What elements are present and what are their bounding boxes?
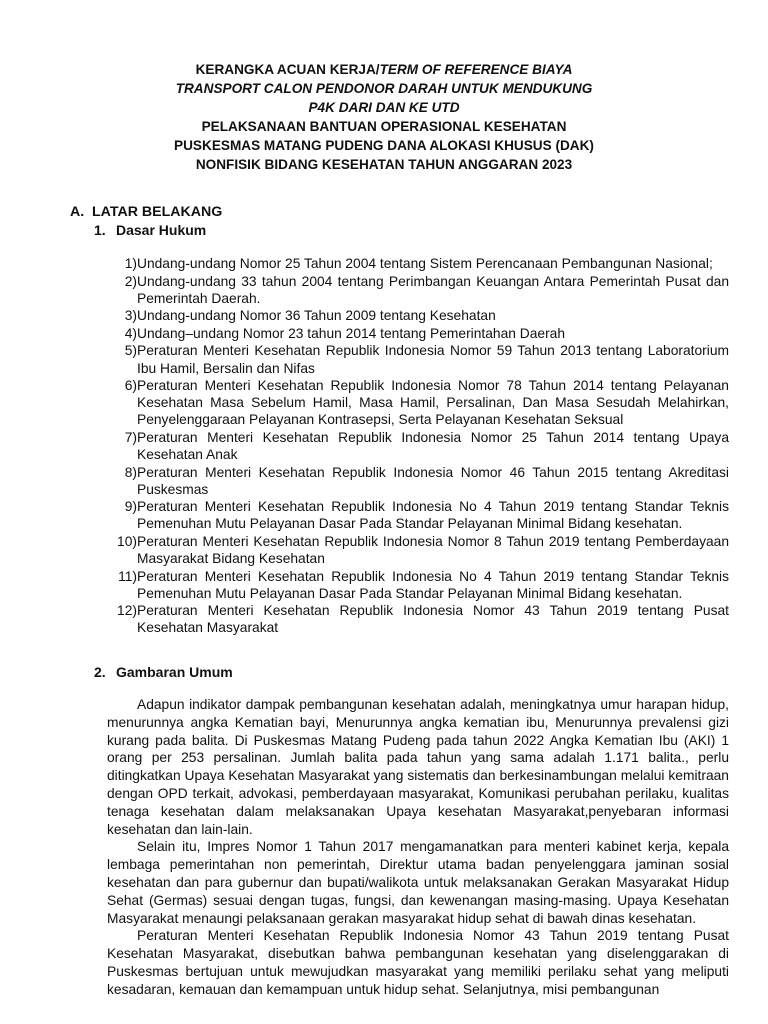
law-item-number: 7) xyxy=(124,429,137,445)
body-paragraph: Selain itu, Impres Nomor 1 Tahun 2017 mengamanatkan para menteri kabinet kerja, kepala lembaga pemerintahan non pemerintah, Direktur utama badan penyelenggara jaminan sosial kesehatan dan para gubernur dan bupati/walikota untuk melaksanakan Gerakan Masyarakat Hidup Sehat (Germas) sesuai dengan tugas, fungsi, dan kewenangan masing-masing. Upaya Kesehatan Masyarakat menaungi pelaksanaan gerakan masyarakat hidup sehat di bawah dinas kesehatan. xyxy=(107,839,729,926)
law-item-number: 9) xyxy=(124,499,137,515)
law-item-text: Undang–undang Nomor 23 tahun 2014 tentang Pemerintahan Daerah xyxy=(137,325,566,341)
document-title xyxy=(0,60,768,174)
law-item-text: Peraturan Menteri Kesehatan Republik Indonesia Nomor 43 Tahun 2019 tentang Pusat Kesehatan Masyarakat xyxy=(137,603,729,636)
law-item xyxy=(107,464,729,498)
section-a-label: A. xyxy=(70,204,85,220)
law-item-text: Undang-undang Nomor 36 Tahun 2009 tentang Kesehatan xyxy=(137,308,496,324)
law-item-text: Peraturan Menteri Kesehatan Republik Indonesia No 4 Tahun 2019 tentang Standar Teknis Pemenuhan Mutu Pelayanan Dasar Pada Standar Pelayanan Minimal Bidang kesehatan. xyxy=(137,499,729,532)
title-line-5: PUSKESMAS MATANG PUDENG DANA ALOKASI KHUSUS (DAK) xyxy=(174,138,594,153)
general-overview-body xyxy=(107,696,729,999)
law-item-number: 2) xyxy=(124,273,137,289)
title-line-4: PELAKSANAAN BANTUAN OPERASIONAL KESEHATAN xyxy=(201,119,567,134)
law-item xyxy=(107,325,729,342)
law-item-number: 3) xyxy=(124,308,137,324)
title-line-1-prefix: KERANGKA ACUAN KERJA/ xyxy=(195,62,380,77)
subsection-2-label: 2. xyxy=(94,664,106,680)
legal-basis-list xyxy=(107,255,729,637)
law-item-text: Peraturan Menteri Kesehatan Republik Indonesia Nomor 46 Tahun 2015 tentang Akreditasi Puskesmas xyxy=(137,464,729,497)
title-line-2: TRANSPORT CALON PENDONOR DARAH UNTUK MENDUKUNG xyxy=(175,81,593,96)
law-item-text: Peraturan Menteri Kesehatan Republik Indonesia Nomor 25 Tahun 2014 tentang Upaya Kesehatan Anak xyxy=(137,429,729,463)
law-item xyxy=(107,498,729,532)
law-item-text: Peraturan Menteri Kesehatan Republik Indonesia Nomor 78 Tahun 2014 tentang Pelayanan Kesehatan Masa Sebelum Hamil, Masa Hamil, Persalinan, Dan Masa Sesudah Melahirkan, Penyelenggaraan Pelayanan Kontrasepsi, Serta Pelayanan Kesehatan Seksual xyxy=(137,378,729,428)
section-a-title: LATAR BELAKANG xyxy=(92,204,223,220)
subsection-1-title: Dasar Hukum xyxy=(116,222,207,238)
law-item xyxy=(107,307,729,324)
body-paragraph: Adapun indikator dampak pembangunan kesehatan adalah, meningkatnya umur harapan hidup, menurunnya angka Kematian bayi, Menurunnya angka kematian ibu, Menurunnya prevalensi gizi kurang pada balita. Di Puskesmas Matang Pudeng pada tahun 2022 Angka Kematian Ibu (AKI) 1 orang per 253 persalinan. Jumlah balita pada tahun yang sama adalah 1.171 balita., perlu ditingkatkan Upaya Kesehatan Masyarakat yang sistematis dan berkesinambungan melalui kemitraan dengan OPD terkait, advokasi, pemberdayaan masyarakat, Komunikasi perubahan perilaku, kualitas tenaga kesehatan dalam melaksanakan Upaya kesehatan Masyarakat,penyebaran informasi kesehatan dan lain-lain. xyxy=(107,697,729,837)
law-item-text: Peraturan Menteri Kesehatan Republik Indonesia Nomor 8 Tahun 2019 tentang Pemberdayaan Masyarakat Bidang Kesehatan xyxy=(137,534,729,567)
subsection-1-heading xyxy=(94,222,206,238)
law-item xyxy=(107,342,729,376)
law-item-number: 6) xyxy=(124,378,137,394)
subsection-2-title: Gambaran Umum xyxy=(116,664,233,680)
law-item xyxy=(107,255,729,272)
law-item-number: 4) xyxy=(124,325,137,341)
law-item xyxy=(107,377,729,428)
title-line-1 xyxy=(0,60,768,79)
subsection-2-heading xyxy=(94,664,233,680)
law-item xyxy=(107,429,729,463)
law-item-text: Peraturan Menteri Kesehatan Republik Indonesia No 4 Tahun 2019 tentang Standar Teknis Pemenuhan Mutu Pelayanan Dasar Pada Standar Pelayanan Minimal Bidang kesehatan. xyxy=(137,568,729,601)
title-line-1-italic: TERM OF REFERENCE BIAYA xyxy=(379,62,573,77)
law-item-text: Peraturan Menteri Kesehatan Republik Indonesia Nomor 59 Tahun 2013 tentang Laboratorium Ibu Hamil, Bersalin dan Nifas xyxy=(137,343,729,376)
law-item-number: 8) xyxy=(124,464,137,480)
title-line-3: P4K DARI DAN KE UTD xyxy=(308,100,460,115)
law-item-number: 1) xyxy=(124,256,137,271)
section-a-heading xyxy=(70,204,222,220)
title-line-6: NONFISIK BIDANG KESEHATAN TAHUN ANGGARAN 2023 xyxy=(195,157,573,172)
subsection-1-label: 1. xyxy=(94,222,106,238)
law-item xyxy=(107,273,729,307)
law-item xyxy=(107,602,729,636)
law-item-text: Undang-undang Nomor 25 Tahun 2004 tentang Sistem Perencanaan Pembangunan Nasional; xyxy=(137,256,713,271)
law-item xyxy=(107,568,729,602)
law-item-number: 10) xyxy=(117,534,137,549)
body-paragraph: Peraturan Menteri Kesehatan Republik Indonesia Nomor 43 Tahun 2019 tentang Pusat Kesehatan Masyarakat, disebutkan bahwa pembangunan kesehatan yang diselenggarakan di Puskesmas bertujuan untuk mewujudkan masyarakat yang memiliki perilaku sehat yang meliputi kesadaran, kemauan dan kemampuan untuk hidup sehat. Selanjutnya, misi pembangunan xyxy=(107,928,729,997)
law-item xyxy=(107,533,729,567)
law-item-number: 5) xyxy=(124,343,137,359)
law-item-number: 12) xyxy=(117,603,137,619)
law-item-text: Undang-undang 33 tahun 2004 tentang Perimbangan Keuangan Antara Pemerintah Pusat dan Pemerintah Daerah. xyxy=(137,273,729,306)
law-item-number: 11) xyxy=(118,568,137,584)
